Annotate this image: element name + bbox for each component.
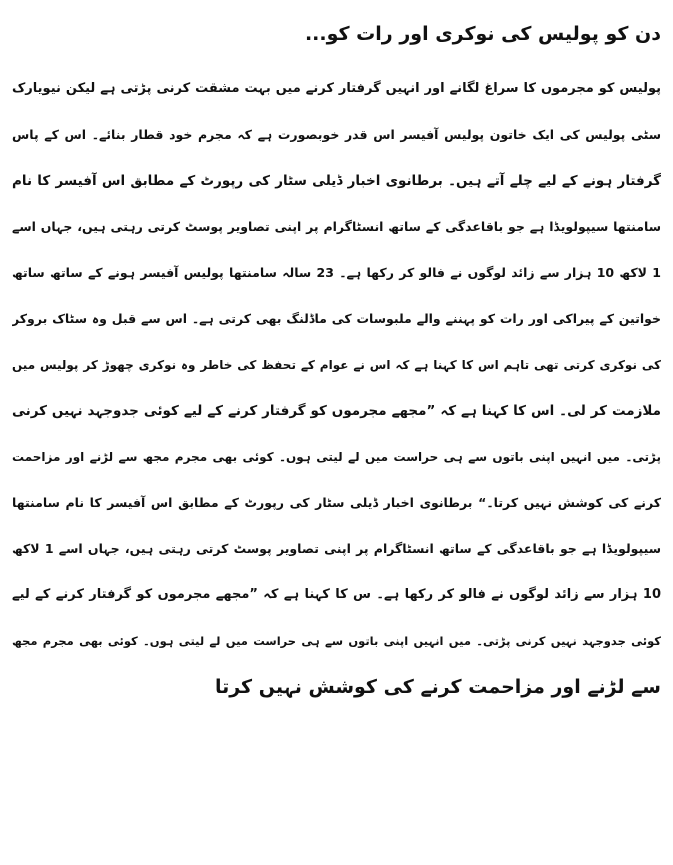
- article-line: 10 ہزار سے زائد لوگوں نے فالو کر رکھا ہے۔ س کا کہنا ہے کہ ”مجھے مجرموں کو گرفتار کرنے کے لیے: [12, 587, 661, 602]
- article-line: سے لڑنے اور مزاحمت کرنے کی کوشش نہیں کرتا: [214, 676, 661, 698]
- article-line: ملازمت کر لی۔ اس کا کہنا ہے کہ ”مجھے مجرموں کو گرفتار کرنے کے لیے کوئی جدوجہد نہیں کرنی: [12, 403, 661, 419]
- article-line: سامنتھا سیپولویڈا ہے جو باقاعدگی کے ساتھ انسٹاگرام پر اپنی تصاویر پوسٹ کرتی رہتی ہیں، جہاں اسے: [12, 219, 661, 234]
- article-line: سٹی پولیس کی ایک خاتون پولیس آفیسر اس قدر خوبصورت ہے کہ مجرم خود قطار بنائے۔ اس کے پاس: [12, 127, 661, 142]
- article-line: گرفتار ہونے کے لیے چلے آتے ہیں۔ برطانوی اخبار ڈیلی سٹار کی رپورٹ کے مطابق اس آفیسر کا نام: [12, 173, 661, 189]
- article-line: کی نوکری کرتی تھی تاہم اس کا کہنا ہے کہ اس نے عوام کے تحفظ کی خاطر وہ نوکری چھوڑ کر پولیس میں: [12, 358, 661, 372]
- article-line: کرنے کی کوشش نہیں کرتا۔“ برطانوی اخبار ڈیلی سٹار کی رپورٹ کے مطابق اس آفیسر کا نام سامنتھا: [12, 495, 661, 510]
- article-line: 1 لاکھ 10 ہزار سے زائد لوگوں نے فالو کر رکھا ہے۔ 23 سالہ سامنتھا پولیس آفیسر ہونے کے ساتھ ساتھ: [12, 265, 661, 280]
- article-headline: دن کو پولیس کی نوکری اور رات کو...: [304, 23, 661, 45]
- article-line: پولیس کو مجرموں کا سراغ لگانے اور انہیں گرفتار کرنے میں بہت مشقت کرنی پڑتی ہے لیکن نیویارک: [12, 81, 661, 96]
- article-line: کوئی جدوجہد نہیں کرنی پڑتی۔ میں انہیں اپنی باتوں سے ہی حراست میں لے لیتی ہوں۔ کوئی بھی مجرم مجھ: [12, 634, 661, 648]
- article-line: پڑتی۔ میں انہیں اپنی باتوں سے ہی حراست میں لے لیتی ہوں۔ کوئی بھی مجرم مجھ سے لڑنے اور مزاحمت: [12, 450, 661, 464]
- article-line: خواتین کے پیراکی اور رات کو پہننے والے ملبوسات کی ماڈلنگ بھی کرتی ہے۔ اس سے قبل وہ سٹاک بروکر: [12, 311, 661, 326]
- article-body: [12, 66, 661, 710]
- article-line: سیپولویڈا ہے جو باقاعدگی کے ساتھ انسٹاگرام پر اپنی تصاویر پوسٹ کرتی رہتی ہیں، جہاں اسے 1 لاکھ: [12, 541, 661, 556]
